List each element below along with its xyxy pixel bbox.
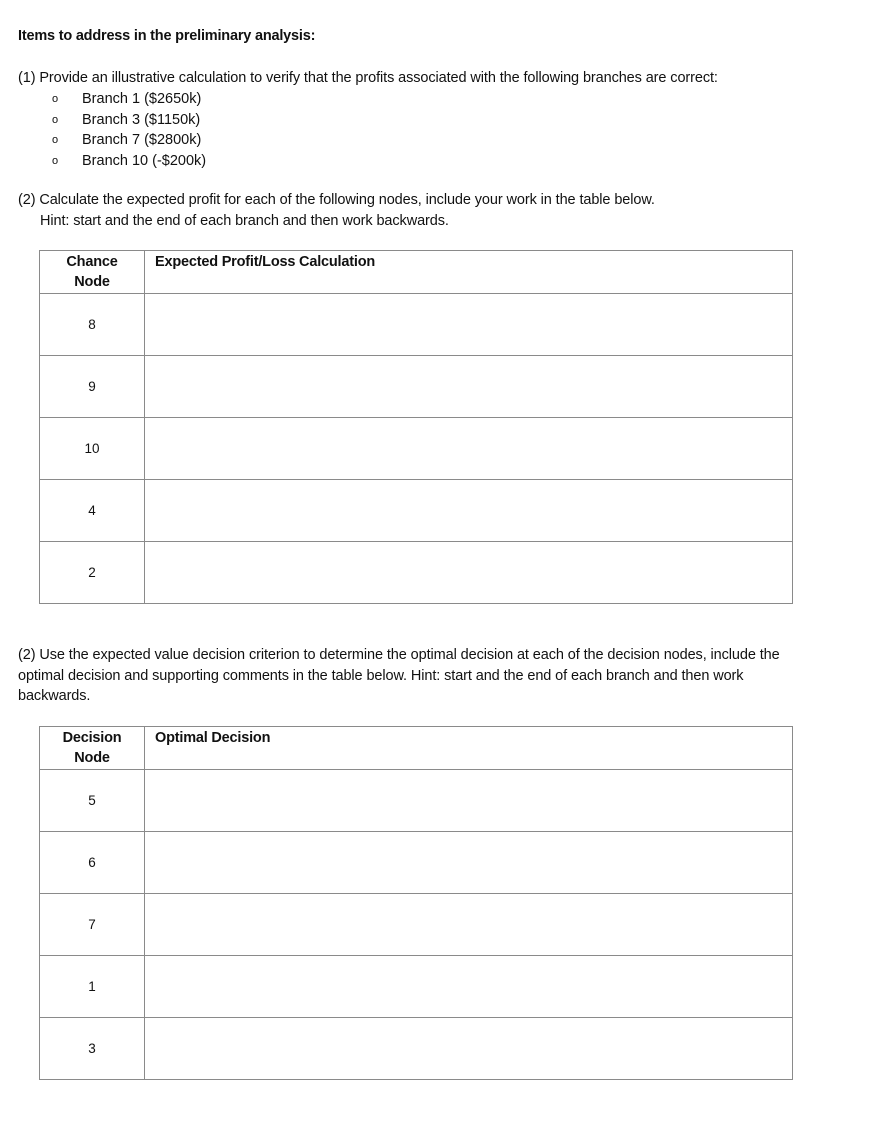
node-number: 10: [40, 418, 145, 480]
table-header-row: [40, 727, 793, 770]
bullet-circle-icon: o: [52, 134, 59, 146]
answer-cell[interactable]: [145, 894, 793, 956]
page-heading: Items to address in the preliminary analysis:: [18, 28, 316, 44]
node-number: 4: [40, 480, 145, 542]
table-row: [40, 542, 793, 604]
node-number: 6: [40, 832, 145, 894]
node-number: 8: [40, 294, 145, 356]
list-item: [52, 151, 206, 172]
node-number: 3: [40, 1018, 145, 1080]
node-number: 5: [40, 770, 145, 832]
table-row: [40, 894, 793, 956]
answer-cell[interactable]: [145, 956, 793, 1018]
header-line: Node: [74, 274, 110, 290]
table-row: [40, 356, 793, 418]
branch-label: Branch 10 (-$200k): [82, 152, 207, 169]
table-row: [40, 1018, 793, 1080]
list-item: [52, 89, 206, 110]
answer-cell[interactable]: [145, 542, 793, 604]
optimal-decision-header: Optimal Decision: [145, 727, 793, 770]
header-line: Chance: [66, 254, 118, 270]
table-row: [40, 956, 793, 1018]
node-number: 1: [40, 956, 145, 1018]
answer-cell[interactable]: [145, 418, 793, 480]
table-row: [40, 418, 793, 480]
section3-instruction: (2) Use the expected value decision criterion to determine the optimal decision at each of the decision nodes, include the optimal decision and supporting comments in the table below. Hint: start and the end of each branch and then work backwards.: [18, 647, 780, 704]
expected-profit-header: Expected Profit/Loss Calculation: [145, 251, 793, 294]
node-number: 9: [40, 356, 145, 418]
list-item: [52, 130, 206, 151]
header-line: Node: [74, 750, 110, 766]
bullet-circle-icon: o: [52, 93, 59, 105]
section1-instruction: (1) Provide an illustrative calculation to verify that the profits associated with the following branches are correct:: [18, 70, 718, 86]
section2-text: (2) Calculate the expected profit for each of the following nodes, include your work in the table below.: [18, 192, 655, 208]
chance-node-table: [39, 250, 793, 604]
answer-cell[interactable]: [145, 294, 793, 356]
section2-hint: Hint: start and the end of each branch and then work backwards.: [40, 212, 449, 229]
answer-cell[interactable]: [145, 1018, 793, 1080]
chance-node-header: [40, 251, 145, 294]
branch-label: Branch 1 ($2650k): [82, 91, 202, 107]
node-number: 2: [40, 542, 145, 604]
section2-instruction: [18, 190, 655, 231]
header-line: Decision: [62, 730, 122, 746]
branch-label: Branch 7 ($2800k): [82, 132, 202, 148]
decision-node-header: [40, 727, 145, 770]
list-item: [52, 110, 206, 131]
table-row: [40, 294, 793, 356]
branch-label: Branch 3 ($1150k): [82, 111, 201, 128]
table-row: [40, 480, 793, 542]
answer-cell[interactable]: [145, 480, 793, 542]
decision-node-table: [39, 726, 793, 1080]
branch-list: [52, 89, 206, 171]
answer-cell[interactable]: [145, 770, 793, 832]
answer-cell[interactable]: [145, 356, 793, 418]
answer-cell[interactable]: [145, 832, 793, 894]
bullet-circle-icon: o: [52, 154, 59, 167]
node-number: 7: [40, 894, 145, 956]
table-row: [40, 770, 793, 832]
table-header-row: [40, 251, 793, 294]
bullet-circle-icon: o: [52, 113, 59, 126]
table-row: [40, 832, 793, 894]
